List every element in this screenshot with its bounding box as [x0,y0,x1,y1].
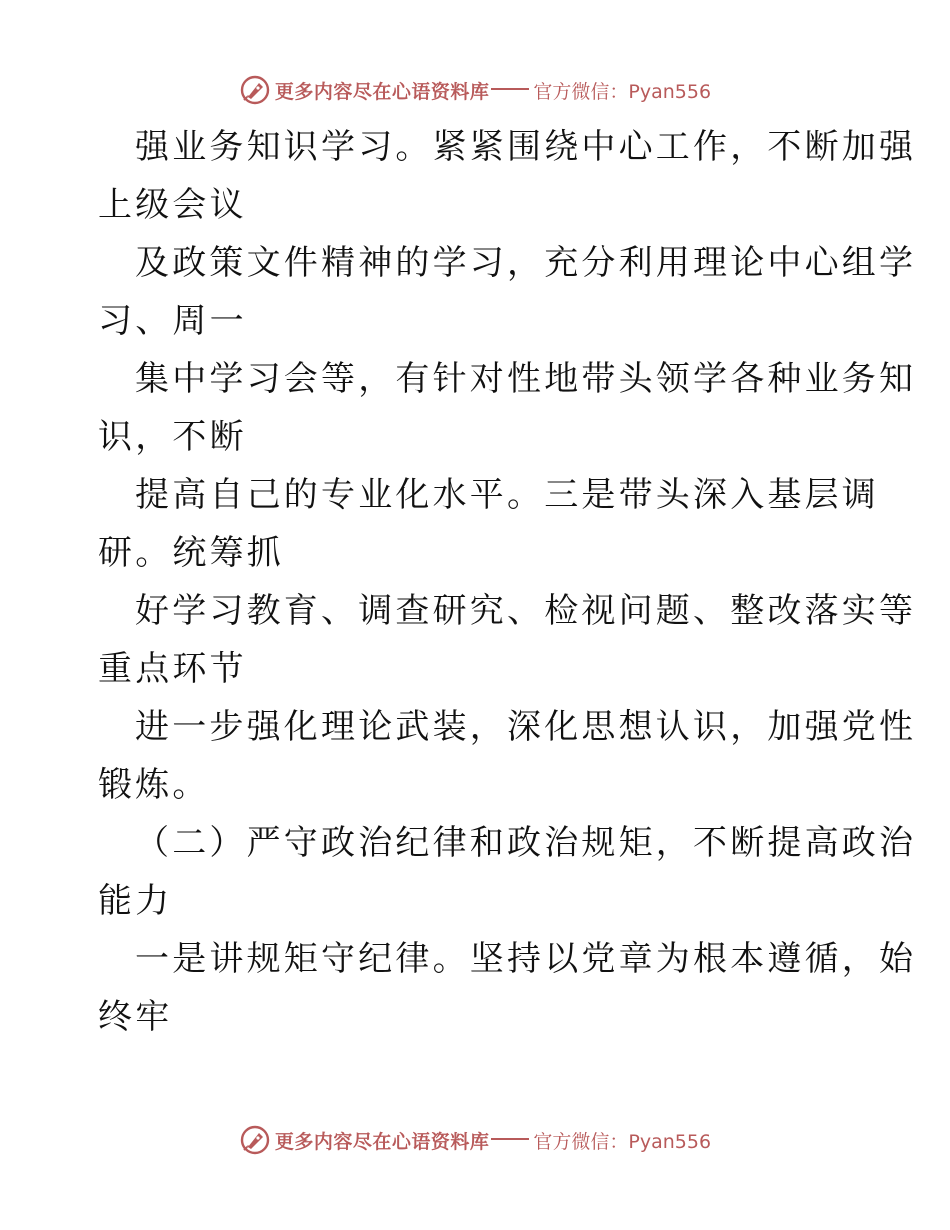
footer-banner-divider [491,1138,529,1140]
paragraph-line: 习、周一 [98,301,247,341]
paragraph-line: 进一步强化理论武装，深化思想认识，加强党性 [135,707,917,747]
section-heading: （二）严守政治纪律和政治规矩，不断提高政治 [135,823,917,863]
footer-banner-wechat: 官方微信：Pyan556 [533,1130,712,1153]
section-heading-cont: 能力 [98,881,173,921]
paragraph-line: 强业务知识学习。紧紧围绕中心工作，不断加强 [135,127,917,167]
paragraph-line: 锻炼。 [98,765,210,805]
footer-banner [0,1122,950,1158]
paragraph-line: 上级会议 [98,185,247,225]
pen-nib-logo-icon [239,1124,271,1156]
header-banner [0,72,950,108]
paragraph-line: 研。统筹抓 [98,533,284,573]
paragraph-line: 重点环节 [98,649,247,689]
header-banner-divider [491,88,529,90]
paragraph-line: 好学习教育、调查研究、检视问题、整改落实等 [135,591,917,631]
paragraph-line: 一是讲规矩守纪律。坚持以党章为根本遵循，始 [135,939,917,979]
document-body [98,118,917,1046]
footer-banner-text: 更多内容尽在心语资料库 [274,1130,490,1153]
paragraph-line: 识，不断 [98,417,247,457]
pen-nib-logo-icon [239,74,271,106]
paragraph-line: 及政策文件精神的学习，充分利用理论中心组学 [135,243,917,283]
header-banner-text: 更多内容尽在心语资料库 [274,80,490,103]
paragraph-line: 提高自己的专业化水平。三是带头深入基层调 [135,475,879,515]
paragraph-line: 集中学习会等，有针对性地带头领学各种业务知 [135,359,917,399]
paragraph-line: 终牢 [98,997,173,1037]
header-banner-wechat: 官方微信：Pyan556 [533,80,712,103]
